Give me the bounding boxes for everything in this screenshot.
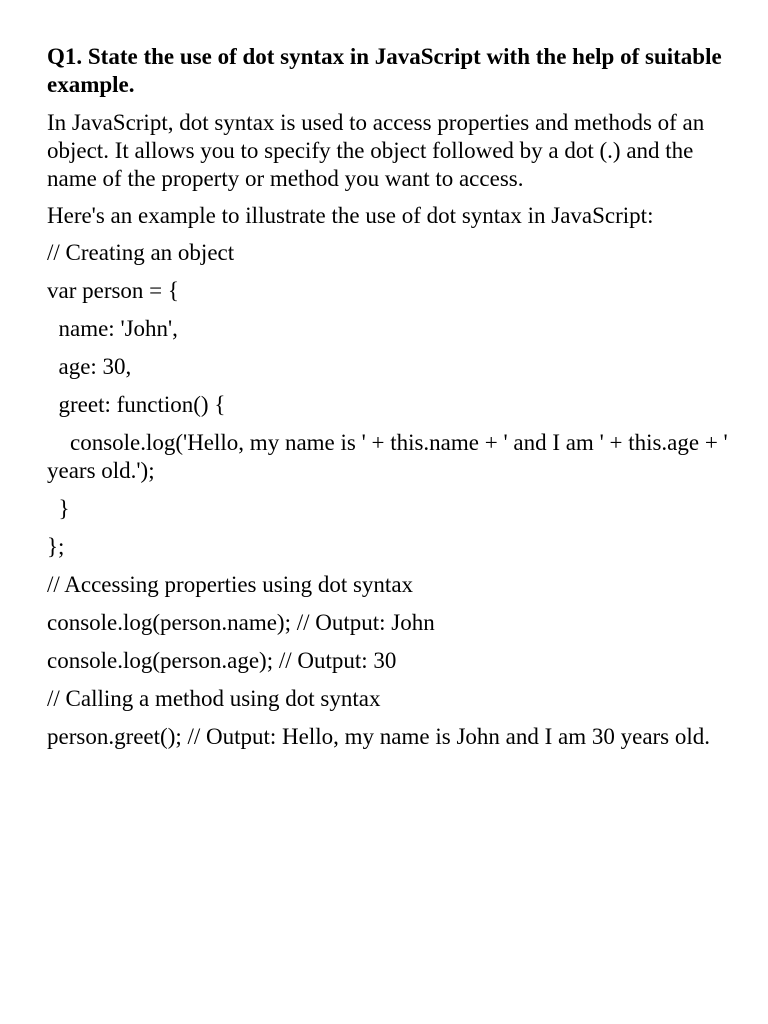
code-line: greet: function() { [47, 392, 226, 417]
code-line: // Calling a method using dot syntax [47, 686, 381, 711]
code-line: // Accessing properties using dot syntax [47, 572, 414, 597]
code-line: console.log(person.age); // Output: 30 [47, 648, 397, 673]
code-line: }; [47, 534, 65, 559]
code-line: person.greet(); // Output: Hello, my name is John and I am 30 years old. [47, 724, 711, 749]
code-line: // Creating an object [47, 240, 235, 265]
code-line: console.log(person.name); // Output: John [47, 610, 435, 635]
example-intro-paragraph: Here's an example to illustrate the use of dot syntax in JavaScript: [47, 203, 654, 228]
code-line: var person = { [47, 278, 179, 303]
code-line: name: 'John', [47, 316, 178, 341]
code-line: console.log('Hello, my name is ' + this.name + ' and I am ' + this.age + ' years old.'); [47, 430, 734, 483]
code-example [47, 239, 734, 751]
code-line: age: 30, [47, 354, 132, 379]
code-line: } [47, 496, 70, 521]
question-heading: Q1. State the use of dot syntax in JavaScript with the help of suitable example. [47, 44, 722, 97]
intro-paragraph: In JavaScript, dot syntax is used to access properties and methods of an object. It allows you to specify the object followed by a dot (.) and the name of the property or method you want to access. [47, 110, 705, 191]
